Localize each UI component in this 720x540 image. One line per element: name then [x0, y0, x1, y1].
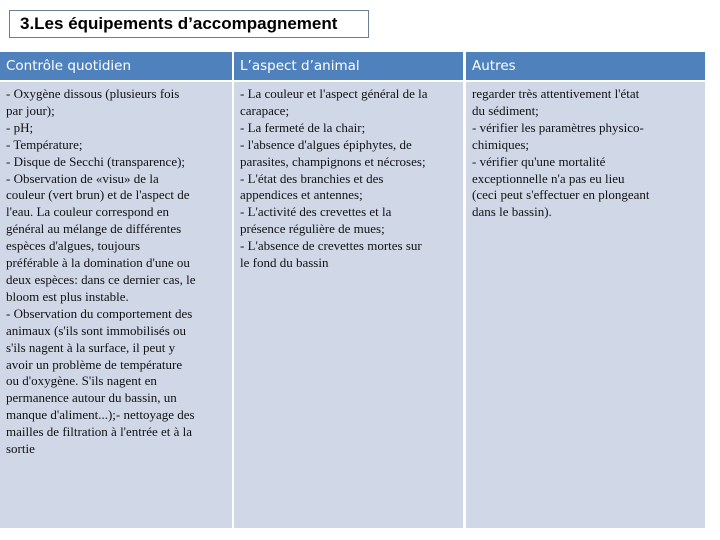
cell-line: avoir un problème de température: [6, 356, 183, 372]
cell-line: dans le bassin).: [472, 204, 552, 220]
cell-line: l'eau. La couleur correspond en: [6, 204, 169, 220]
cell-line: général au mélange de différentes: [6, 221, 182, 237]
cell-others: [466, 82, 705, 528]
header-others: Autres: [466, 52, 705, 80]
cell-line: - L'état des branchies et des: [240, 170, 384, 186]
cell-line: carapace;: [240, 102, 290, 118]
cell-line: - Oxygène dissous (plusieurs fois: [6, 86, 180, 101]
cell-line: - L'absence de crevettes mortes sur: [240, 238, 422, 254]
cell-line: s'ils nagent à la surface, il peut y: [6, 339, 176, 355]
cell-line: - vérifier les paramètres physico-: [472, 119, 644, 135]
cell-line: - La couleur et l'aspect général de la: [240, 86, 428, 101]
cell-line: ou d'oxygène. S'ils nagent en: [6, 373, 157, 389]
header-daily-control: Contrôle quotidien: [0, 52, 232, 80]
cell-line: regarder très attentivement l'état: [472, 86, 640, 101]
cell-line: - pH;: [6, 119, 34, 135]
header-animal-aspect: L’aspect d’animal: [234, 52, 463, 80]
cell-line: - La fermeté de la chair;: [240, 119, 366, 135]
cell-line: deux espèces: dans ce dernier cas, le: [6, 271, 196, 287]
cell-line: - l'absence d'algues épiphytes, de: [240, 136, 412, 152]
cell-line: permanence autour du bassin, un: [6, 390, 177, 406]
cell-line: - Observation du comportement des: [6, 305, 193, 321]
cell-line: présence régulière de mues;: [240, 221, 385, 237]
cell-line: bloom est plus instable.: [6, 288, 129, 304]
cell-line: couleur (vert brun) et de l'aspect de: [6, 187, 190, 203]
cell-line: le fond du bassin: [240, 255, 329, 271]
cell-line: - vérifier qu'une mortalité: [472, 153, 606, 169]
cell-line: manque d'aliment...);- nettoyage des: [6, 407, 195, 423]
cell-line: appendices et antennes;: [240, 187, 363, 203]
cell-line: du sédiment;: [472, 102, 539, 118]
cell-line: exceptionnelle n'a pas eu lieu: [472, 170, 625, 186]
cell-line: espèces d'algues, toujours: [6, 238, 141, 254]
cell-daily-control: [0, 82, 232, 528]
cell-line: parasites, champignons et nécroses;: [240, 153, 426, 169]
cell-line: - L'activité des crevettes et la: [240, 204, 392, 220]
cell-line: préférable à la domination d'une ou: [6, 255, 190, 271]
cell-line: - Observation de «visu» de la: [6, 170, 159, 186]
cell-line: animaux (s'ils sont immobilisés ou: [6, 322, 187, 338]
cell-line: (ceci peut s'effectuer en plongeant: [472, 187, 650, 203]
slide-title: 3.Les équipements d’accompagnement: [9, 10, 369, 38]
cell-line: - Température;: [6, 136, 83, 152]
cell-line: mailles de filtration à l'entrée et à la: [6, 424, 193, 440]
cell-line: par jour);: [6, 102, 55, 118]
cell-line: chimiques;: [472, 136, 530, 152]
cell-line: sortie: [6, 441, 35, 457]
cell-line: - Disque de Secchi (transparence);: [6, 153, 186, 169]
cell-animal-aspect: [234, 82, 463, 528]
